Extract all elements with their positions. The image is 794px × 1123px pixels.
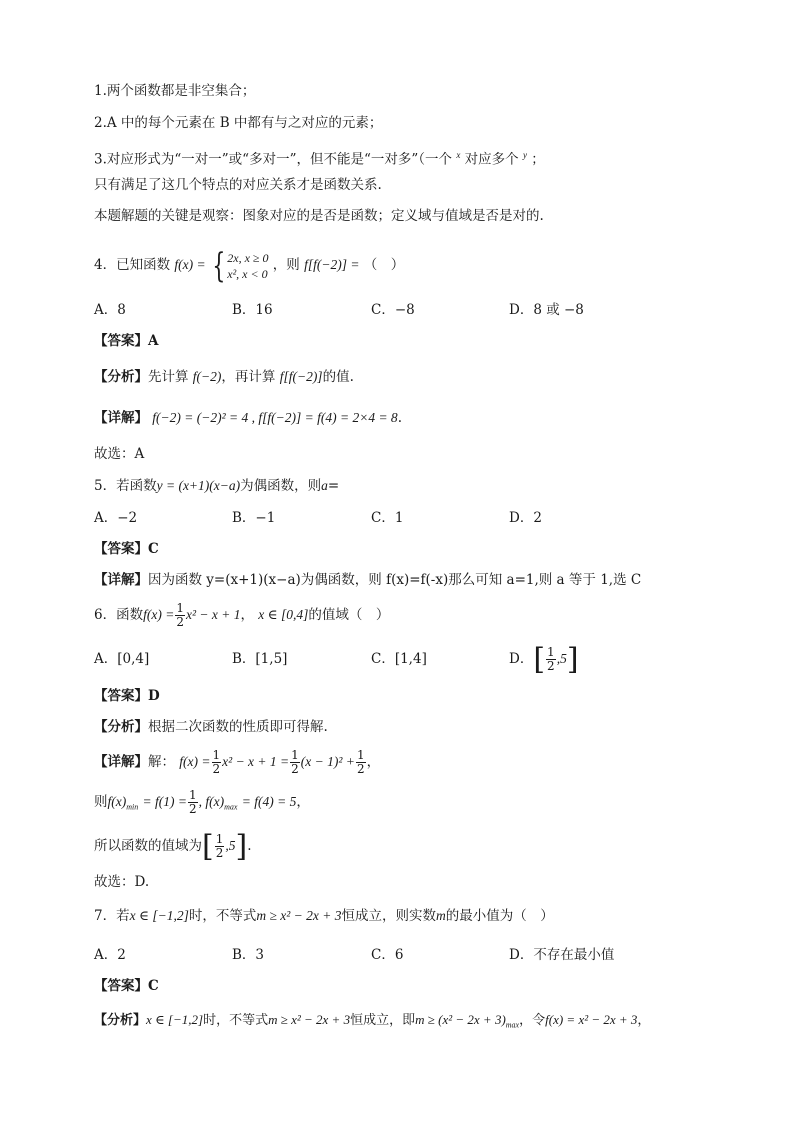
intro-line-5: 本题解题的关键是观察：图象对应的是否是函数；定义域与值域是否是对的. bbox=[94, 208, 544, 224]
q6-detail-end: ， bbox=[366, 754, 381, 770]
q6-option-d-num: 1 bbox=[547, 645, 555, 659]
q6-then-max-sub: max bbox=[224, 802, 238, 812]
q5-stem bbox=[94, 476, 734, 496]
q6-option-d-den: 2 bbox=[547, 659, 555, 673]
q7-an-ineq: m ≥ x² − 2x + 3 bbox=[268, 1012, 351, 1027]
q4-detail bbox=[94, 408, 734, 428]
q7-an-d: ，令 bbox=[519, 1013, 546, 1028]
q4-analysis-f: f(−2) bbox=[192, 369, 222, 384]
q6-then-min: f(x) bbox=[107, 794, 127, 809]
q7-an-sub: max bbox=[505, 1020, 520, 1030]
q7-an-c: 恒成立，即 bbox=[350, 1013, 416, 1028]
q6-options bbox=[94, 642, 734, 676]
q4-fx: f(x) = bbox=[174, 257, 206, 272]
q6-detail-label: 【详解】 bbox=[94, 754, 148, 770]
q4-detail-math: f(−2) = (−2)² = 4 , f[f(−2)] = f(4) = 2×4 = 8 bbox=[152, 410, 398, 425]
q6-detail-frac1 bbox=[212, 749, 222, 776]
q6-option-d-rbracket: ] bbox=[566, 641, 579, 677]
q7-an-b: 时，不等式 bbox=[203, 1013, 269, 1028]
q6-range-den: 2 bbox=[215, 846, 224, 860]
q7-option-a[interactable]: A．2 bbox=[94, 947, 126, 963]
q6-range-end: . bbox=[247, 838, 252, 854]
q6-choose: 故选：D. bbox=[94, 874, 150, 890]
q6-then-eq2: = f(4) = 5 bbox=[241, 794, 297, 809]
q6-then-eq1: = f(1) = bbox=[142, 794, 187, 809]
q7-an-max: m ≥ (x² − 2x + 3) bbox=[415, 1012, 506, 1027]
q5-option-c[interactable]: C．1 bbox=[371, 510, 404, 526]
q6-option-d[interactable] bbox=[509, 642, 579, 676]
q7-stem bbox=[94, 906, 734, 926]
q4-analysis-ff: f[f(−2)] bbox=[279, 369, 323, 384]
q5-stem-b: 为偶函数，则 bbox=[240, 478, 322, 494]
q7-stem-b: 时，不等式 bbox=[188, 908, 257, 924]
q7-ineq: m ≥ x² − 2x + 3 bbox=[256, 908, 342, 923]
q5-var: a bbox=[321, 478, 328, 493]
q4-detail-end: . bbox=[397, 410, 402, 426]
q7-option-d[interactable]: D．不存在最小值 bbox=[509, 947, 615, 963]
q6-range-num: 1 bbox=[215, 832, 224, 846]
q6-half-den: 2 bbox=[176, 615, 184, 629]
q6-then-end: ， bbox=[296, 794, 310, 810]
q6-option-d-label: D． bbox=[509, 651, 534, 667]
q7-option-c[interactable]: C．6 bbox=[371, 947, 404, 963]
q5-options bbox=[94, 508, 734, 528]
q7-domain: x ∈ [−1,2] bbox=[129, 908, 189, 923]
q4-option-d[interactable]: D．8 或 −8 bbox=[509, 302, 584, 318]
q6-detail-frac3-den: 2 bbox=[356, 762, 365, 776]
q6-detail-frac2-num: 1 bbox=[291, 748, 299, 762]
q7-options bbox=[94, 945, 734, 965]
q5-answer: 【答案】C bbox=[94, 541, 159, 557]
q5-option-b[interactable]: B．−1 bbox=[232, 510, 276, 526]
q5-detail-text: 因为函数 y=(x+1)(x−a)为偶函数，则 f(x)=f(-x)那么可知 a=1,则 a 等于 1,选 C bbox=[148, 572, 642, 588]
q6-option-c[interactable]: C．[1,4] bbox=[371, 651, 427, 667]
q6-range-lbracket: [ bbox=[202, 828, 214, 864]
q4-piecewise bbox=[208, 245, 269, 286]
intro-line-2: 2.A 中的每个元素在 B 中都有与之对应的元素； bbox=[94, 115, 383, 131]
intro-line-3-text-b: 对应多个 bbox=[464, 151, 519, 168]
q4-analysis-b: ，再计算 bbox=[221, 369, 276, 385]
q6-option-d-frac bbox=[546, 646, 556, 673]
q4-brace: { bbox=[211, 245, 225, 286]
q4-stem-c: （ ） bbox=[363, 257, 405, 273]
q6-stem-a: 6．函数 bbox=[94, 607, 144, 623]
intro-line-3 bbox=[94, 145, 734, 170]
q6-then-max: , f(x) bbox=[198, 794, 225, 809]
intro-line-3-text-a: 3.对应形式为“一对一”或“多对一”，但不能是“一对多”（一个 bbox=[94, 151, 453, 168]
q7-an-f: f(x) = x² − 2x + 3 bbox=[545, 1012, 638, 1027]
q7-stem-c: 恒成立，则实数 bbox=[341, 908, 436, 924]
q6-then-frac-num: 1 bbox=[189, 788, 197, 802]
intro-line-3-x: x bbox=[456, 150, 461, 160]
q4-choose: 故选：A bbox=[94, 446, 145, 462]
q7-answer: 【答案】C bbox=[94, 978, 159, 994]
q6-range-rbracket: ] bbox=[235, 828, 248, 864]
q6-range-a: 所以函数的值域为 bbox=[94, 838, 202, 854]
q6-option-d-lbracket: [ bbox=[533, 641, 546, 677]
q6-detail bbox=[94, 747, 734, 777]
q7-stem-d: 的最小值为（ ） bbox=[445, 908, 554, 924]
q5-stem-a: 5．若函数 bbox=[94, 478, 157, 494]
intro-line-3-y: y bbox=[522, 150, 527, 160]
q7-analysis bbox=[94, 1010, 754, 1036]
q4-options bbox=[94, 300, 734, 320]
q6-detail-a: 解： bbox=[148, 754, 175, 770]
q7-stem-a: 7．若 bbox=[94, 908, 130, 924]
q6-option-a[interactable]: A．[0,4] bbox=[94, 651, 150, 667]
q4-case-1: 2x, x ≥ 0 bbox=[227, 250, 269, 265]
q6-then-a: 则 bbox=[94, 794, 108, 810]
q7-var: m bbox=[436, 908, 446, 923]
q6-then-frac bbox=[188, 789, 198, 816]
q6-detail-frac3 bbox=[356, 749, 366, 776]
q5-func: y = (x+1)(x−a) bbox=[156, 478, 241, 493]
q4-stem-b: ，则 bbox=[272, 257, 300, 273]
q6-detail-frac2-den: 2 bbox=[291, 762, 299, 776]
q6-detail-eq1: f(x) = bbox=[179, 754, 211, 769]
q6-func-r: x² − x + 1 bbox=[185, 607, 241, 622]
q5-detail-label: 【详解】 bbox=[94, 572, 148, 588]
q6-detail-frac2 bbox=[290, 749, 300, 776]
q4-ffm2: f[f(−2)] = bbox=[304, 257, 360, 272]
q6-then-frac-den: 2 bbox=[189, 802, 197, 816]
q4-analysis-c: 的值. bbox=[322, 369, 354, 385]
q4-option-b[interactable]: B．16 bbox=[232, 302, 273, 318]
q6-then-min-sub: min bbox=[126, 802, 139, 812]
q4-stem bbox=[94, 245, 734, 286]
q6-half-num: 1 bbox=[176, 601, 184, 615]
q6-half-frac bbox=[175, 602, 185, 629]
q6-detail-eq3: (x − 1)² + bbox=[300, 754, 355, 769]
q6-analysis-text: 根据二次函数的性质即可得解. bbox=[148, 719, 328, 735]
q4-stem-a: 4．已知函数 bbox=[94, 257, 171, 273]
q4-case-2: x², x < 0 bbox=[227, 266, 268, 281]
q6-detail-frac1-num: 1 bbox=[212, 748, 221, 762]
q6-range-tail: ,5 bbox=[225, 838, 236, 853]
q6-detail-frac1-den: 2 bbox=[212, 762, 221, 776]
intro-line-3-text-c: ； bbox=[531, 151, 545, 168]
q6-analysis bbox=[94, 717, 734, 737]
intro-line-1: 1.两个函数都是非空集合； bbox=[94, 83, 256, 99]
q6-answer: 【答案】D bbox=[94, 688, 160, 704]
q5-option-a[interactable]: A．−2 bbox=[94, 510, 138, 526]
q4-analysis-a: 先计算 bbox=[148, 369, 189, 385]
q6-then bbox=[94, 787, 734, 817]
q6-option-d-tail: ,5 bbox=[556, 651, 567, 666]
q4-cases bbox=[227, 250, 268, 282]
q6-range-frac bbox=[215, 833, 225, 860]
q6-option-b[interactable]: B．[1,5] bbox=[232, 651, 288, 667]
q7-an-domain: x ∈ [−1,2] bbox=[146, 1012, 204, 1027]
q4-option-a[interactable]: A．8 bbox=[94, 302, 126, 318]
q6-detail-eq2: x² − x + 1 = bbox=[222, 754, 290, 769]
q6-func-l: f(x) = bbox=[143, 607, 175, 622]
q4-analysis-label: 【分析】 bbox=[94, 369, 148, 385]
q7-option-b[interactable]: B．3 bbox=[232, 947, 265, 963]
q4-option-c[interactable]: C．−8 bbox=[371, 302, 415, 318]
q7-an-e: ， bbox=[637, 1013, 651, 1028]
q6-stem-b: 的值域（ ） bbox=[308, 607, 390, 623]
q6-domain: x ∈ [0,4] bbox=[258, 607, 309, 622]
intro-line-4: 只有满足了这几个特点的对应关系才是函数关系. bbox=[94, 177, 382, 193]
q6-stem: 6．函数f(x) = $\frac{1}{2}$ x² − x + 1， x ∈ [0,4]的值域（ ） bbox=[94, 601, 390, 629]
q5-stem-c: = bbox=[327, 478, 340, 494]
q7-analysis-label: 【分析】 bbox=[94, 1013, 147, 1028]
q4-answer: 【答案】A bbox=[94, 333, 159, 349]
q5-option-d[interactable]: D．2 bbox=[509, 510, 542, 526]
q5-detail bbox=[94, 570, 734, 590]
q6-range bbox=[94, 829, 734, 863]
q6-detail-frac3-num: 1 bbox=[356, 748, 365, 762]
q4-detail-label: 【详解】 bbox=[94, 410, 148, 426]
q4-analysis bbox=[94, 367, 734, 387]
q6-analysis-label: 【分析】 bbox=[94, 719, 148, 735]
